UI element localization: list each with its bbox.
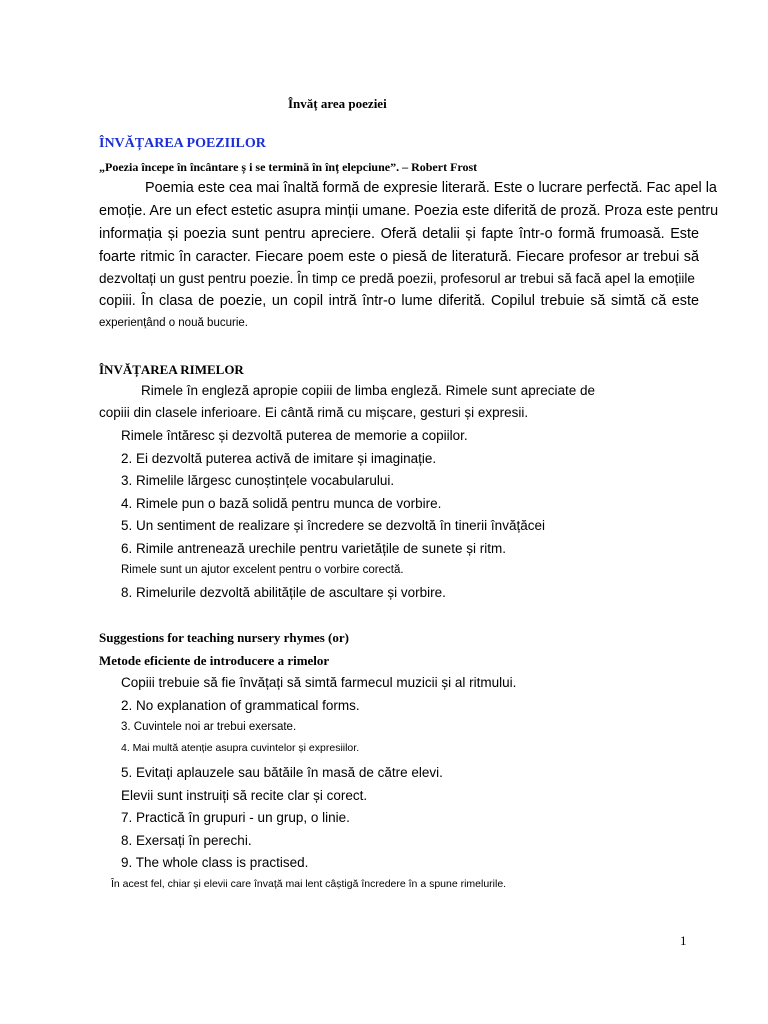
rhyme-list-item: 2. Ei dezvoltă puterea activă de imitare și imaginație. [121, 451, 437, 466]
document-title: Învăț area poeziei [288, 96, 387, 111]
paragraph-line: Poemia este cea mai înaltă formă de expresie literară. Este o lucrare perfectă. Fac apel la [145, 180, 717, 196]
section-heading-metode: Metode eficiente de introducere a rimelor [99, 653, 330, 668]
method-list-item: Copiii trebuie să fie învățați să simtă farmecul muzicii și al ritmului. [121, 675, 517, 690]
method-list-item: 7. Practică în grupuri - un grup, o linie. [121, 810, 350, 825]
method-list-item: 5. Evitați aplauzele sau bătăile în masă de către elevi. [121, 765, 443, 780]
paragraph-line: informația și poezia sunt pentru apreciere. Oferă detalii și fapte într-o formă frumoasă. Este [99, 226, 699, 242]
rhyme-list-item: 5. Un sentiment de realizare și încredere se dezvoltă în tinerii învățăcei [121, 518, 545, 533]
paragraph-line: emoție. Are un efect estetic asupra minții umane. Poezia este diferită de proză. Proza este pentru [99, 203, 719, 219]
rhyme-line: Rimele în engleză apropie copiii de limba engleză. Rimele sunt apreciate de [141, 383, 596, 398]
section-heading-rime: ÎNVĂȚAREA RIMELOR [99, 362, 244, 377]
method-list-item: În acest fel, chiar și elevii care învață mai lent câștigă încredere în a spune rimelurile. [111, 878, 507, 890]
method-list-item: 4. Mai multă atenție asupra cuvintelor și expresiilor. [121, 742, 360, 754]
rhyme-list-item: 3. Rimelile lărgesc cunoștințele vocabularului. [121, 473, 395, 488]
rhyme-line: copiii din clasele inferioare. Ei cântă rimă cu mișcare, gesturi și expresii. [99, 405, 529, 420]
method-list-item: 9. The whole class is practised. [121, 855, 309, 870]
paragraph-line: dezvoltați un gust pentru poezie. În timp ce predă poezii, profesorul ar trebui să facă apel la emoțiile [99, 271, 695, 286]
method-list-item: 2. No explanation of grammatical forms. [121, 698, 360, 713]
page-number: 1 [680, 933, 687, 948]
rhyme-list-item: 4. Rimele pun o bază solidă pentru munca de vorbire. [121, 496, 442, 511]
paragraph-line: experiențând o nouă bucurie. [99, 317, 248, 329]
rhyme-list-item: 6. Rimile antrenează urechile pentru varietățile de sunete și ritm. [121, 541, 506, 556]
quote-robert-frost: „Poezia începe în încântare ș i se termină în înț elepciune”. – Robert Frost [99, 160, 478, 174]
method-list-item: Elevii sunt instruiți să recite clar și corect. [121, 788, 368, 803]
rhyme-list-item: Rimele întăresc și dezvoltă puterea de memorie a copiilor. [121, 428, 468, 443]
rhyme-list-item: Rimele sunt un ajutor excelent pentru o vorbire corectă. [121, 564, 404, 576]
rhyme-list-item: 8. Rimelurile dezvoltă abilitățile de ascultare și vorbire. [121, 585, 446, 600]
section-heading-poezii: ÎNVĂȚAREA POEZIILOR [99, 136, 266, 151]
method-list-item: 3. Cuvintele noi ar trebui exersate. [121, 721, 297, 733]
paragraph-line: foarte ritmic în caracter. Fiecare poem este o piesă de literatură. Fiecare profesor ar trebui să [99, 249, 699, 265]
section-heading-suggestions: Suggestions for teaching nursery rhymes (or) [99, 630, 349, 645]
method-list-item: 8. Exersați în perechi. [121, 833, 252, 848]
paragraph-line: copiii. În clasa de poezie, un copil intră într-o lume diferită. Copilul trebuie să simtă că este [99, 293, 699, 309]
